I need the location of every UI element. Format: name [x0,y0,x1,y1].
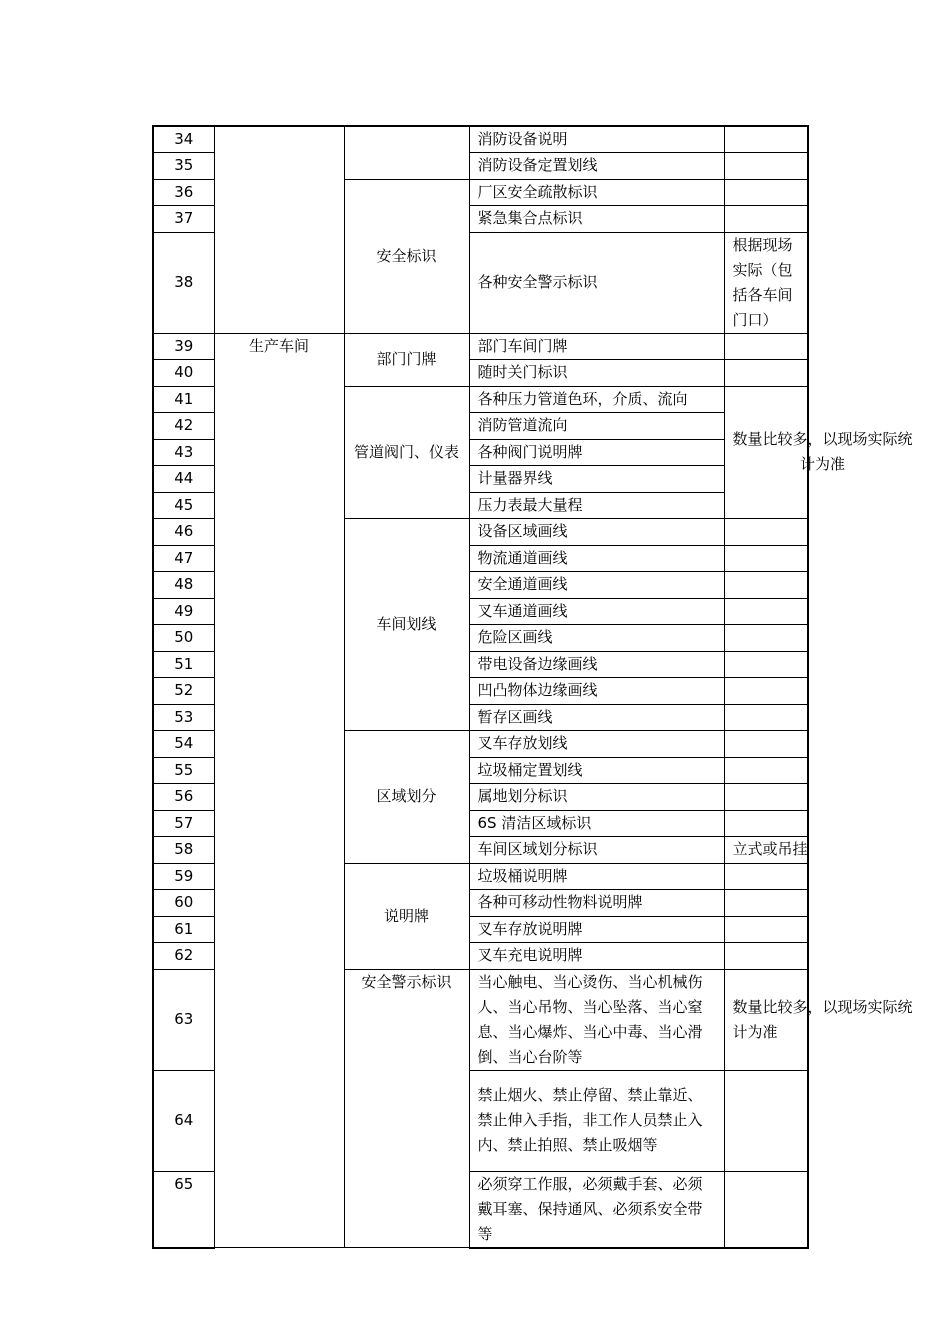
row-number: 51 [153,651,214,678]
item-cell: 消防设备定置划线 [469,153,724,180]
category-info-board: 说明牌 [344,863,469,969]
row-number: 43 [153,439,214,466]
note-cell [724,757,808,784]
row-number: 64 [153,1070,214,1171]
row-number: 48 [153,572,214,599]
category-zoning: 区域划分 [344,731,469,864]
row-number: 61 [153,916,214,943]
note-cell [724,916,808,943]
area-cell-empty [214,126,344,333]
note-cell [724,153,808,180]
item-cell: 随时关门标识 [469,360,724,387]
row-number: 45 [153,492,214,519]
note-text: 数量比较多，以现场实际统计为准 [732,997,913,1041]
item-cell: 凹凸物体边缘画线 [469,678,724,705]
note-cell [724,206,808,233]
category-floor-lines: 车间划线 [344,519,469,731]
item-cell: 消防设备说明 [469,126,724,153]
item-cell: 属地划分标识 [469,784,724,811]
note-cell [724,545,808,572]
note-cell [724,863,808,890]
note-cell-merged [724,386,913,519]
item-cell: 各种压力管道色环，介质、流向 [469,386,724,413]
item-cell: 物流通道画线 [469,545,724,572]
item-cell: 带电设备边缘画线 [469,651,724,678]
table-row [153,126,808,153]
row-number: 63 [153,969,214,1070]
row-number: 57 [153,810,214,837]
note-cell [724,1070,808,1171]
row-number: 50 [153,625,214,652]
item-cell: 叉车存放划线 [469,731,724,758]
row-number: 52 [153,678,214,705]
note-cell [724,678,808,705]
item-cell: 安全通道画线 [469,572,724,599]
row-number: 36 [153,179,214,206]
area-production-workshop: 生产车间 [214,333,344,1248]
note-text: 数量比较多，以现场实际统计为准 [732,429,913,473]
item-cell: 部门车间门牌 [469,333,724,360]
note-cell: 立式或吊挂 [724,837,808,864]
note-cell [724,784,808,811]
row-number: 34 [153,126,214,153]
row-number: 56 [153,784,214,811]
item-cell: 垃圾桶定置划线 [469,757,724,784]
category-pipe-valve: 管道阀门、仪表 [344,386,469,519]
item-cell: 暂存区画线 [469,704,724,731]
item-cell: 设备区域画线 [469,519,724,546]
row-number: 65 [153,1171,214,1248]
item-cell: 各种可移动性物料说明牌 [469,890,724,917]
note-cell [724,360,808,387]
table-row [153,333,808,360]
note-cell [724,1171,808,1248]
row-number: 59 [153,863,214,890]
row-number: 58 [153,837,214,864]
item-cell: 危险区画线 [469,625,724,652]
note-cell: 根据现场实际（包括各车间门口） [724,232,808,333]
row-number: 41 [153,386,214,413]
item-cell: 6S 清洁区域标识 [469,810,724,837]
category-cell-empty [344,126,469,179]
category-warning-sign: 安全警示标识 [344,969,469,1248]
item-cell: 必须穿工作服，必须戴手套、必须戴耳塞、保持通风、必须系安全带等 [469,1171,724,1248]
item-cell: 紧急集合点标识 [469,206,724,233]
item-cell: 叉车通道画线 [469,598,724,625]
note-cell [724,651,808,678]
row-number: 42 [153,413,214,440]
category-door-plate: 部门门牌 [344,333,469,386]
row-number: 35 [153,153,214,180]
item-cell: 禁止烟火、禁止停留、禁止靠近、禁止伸入手指，非工作人员禁止入内、禁止拍照、禁止吸烟等 [469,1070,724,1171]
row-number: 55 [153,757,214,784]
note-cell [724,126,808,153]
note-cell [724,598,808,625]
row-number: 54 [153,731,214,758]
item-cell: 叉车存放说明牌 [469,916,724,943]
row-number: 60 [153,890,214,917]
signage-table [152,125,913,1249]
item-cell: 垃圾桶说明牌 [469,863,724,890]
note-cell [724,519,808,546]
row-number: 53 [153,704,214,731]
item-cell: 叉车充电说明牌 [469,943,724,970]
row-number: 47 [153,545,214,572]
row-number: 49 [153,598,214,625]
item-cell: 压力表最大量程 [469,492,724,519]
row-number: 62 [153,943,214,970]
item-cell: 消防管道流向 [469,413,724,440]
note-cell [724,810,808,837]
note-cell [724,890,808,917]
item-cell: 车间区域划分标识 [469,837,724,864]
note-cell [724,731,808,758]
note-cell [724,625,808,652]
note-cell [724,572,808,599]
row-number: 40 [153,360,214,387]
item-cell: 各种阀门说明牌 [469,439,724,466]
item-cell: 计量器界线 [469,466,724,493]
note-cell [724,969,913,1070]
row-number: 37 [153,206,214,233]
category-safety-sign: 安全标识 [344,179,469,333]
row-number: 38 [153,232,214,333]
item-cell: 厂区安全疏散标识 [469,179,724,206]
item-cell: 各种安全警示标识 [469,232,724,333]
note-cell [724,179,808,206]
item-cell: 当心触电、当心烫伤、当心机械伤人、当心吊物、当心坠落、当心窒息、当心爆炸、当心中毒、当心滑倒、当心台阶等 [469,969,724,1070]
row-number: 44 [153,466,214,493]
note-cell [724,943,808,970]
row-number: 46 [153,519,214,546]
note-cell [724,704,808,731]
note-cell [724,333,808,360]
row-number: 39 [153,333,214,360]
